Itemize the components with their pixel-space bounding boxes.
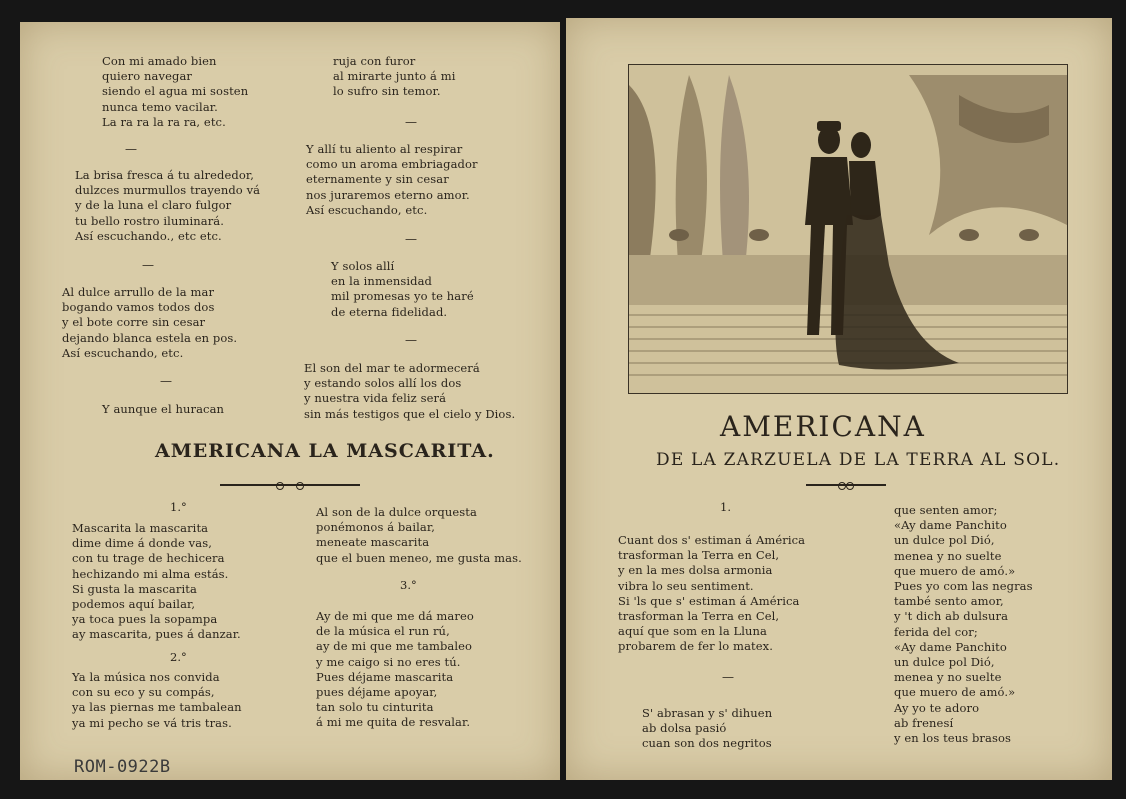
text-line: Si gusta la mascarita (72, 581, 197, 596)
text-line: que muero de amó.» (894, 685, 1016, 700)
text-line: y me caigo si no eres tú. (316, 654, 461, 669)
separator-dash: — (405, 333, 417, 347)
verse-col2 (316, 505, 522, 566)
text-line: ay mascarita, pues á danzar. (72, 627, 241, 642)
text-line: Mascarita la mascarita (72, 521, 209, 535)
text-line: y estando solos allí los dos (304, 376, 462, 391)
text-line: dime dime á donde vas, (72, 536, 212, 551)
text-line: ay de mi que me tambaleo (316, 639, 473, 654)
text-line: un dulce pol Dió, (894, 533, 995, 548)
text-line: sin más testigos que el cielo y Dios. (304, 406, 516, 421)
verse-1 (72, 521, 241, 643)
col1-stanza-4 (102, 402, 224, 417)
col1-stanza-3 (62, 285, 237, 361)
text-line: «Ay dame Panchito (894, 518, 1007, 533)
text-line: siendo el agua mi sosten (102, 84, 249, 99)
text-line: ab frenesí (894, 715, 954, 730)
text-line: quiero navegar (102, 69, 193, 84)
text-line: Así escuchando, etc. (306, 202, 428, 217)
text-line: meneate mascarita (316, 535, 430, 550)
text-line: vibra lo seu sentiment. (618, 578, 754, 593)
text-line: que muero de amó.» (894, 563, 1016, 578)
text-line: ya las piernas me tambalean (72, 700, 242, 715)
ornament-divider (806, 484, 886, 486)
text-line: Si 'ls que s' estiman á América (618, 593, 800, 608)
text-line: al mirarte junto á mi (333, 69, 456, 84)
text-line: podemos aquí bailar, (72, 597, 196, 612)
text-line: La ra ra la ra ra, etc. (102, 114, 226, 129)
text-line: bogando vamos todos dos (62, 300, 215, 315)
text-line: tan solo tu cinturita (316, 700, 434, 715)
verse-number: 3.° (400, 578, 417, 592)
text-line: ruja con furor (333, 54, 416, 68)
text-line: hechizando mi alma estás. (72, 566, 229, 581)
text-line: con su eco y su compás, (72, 685, 215, 700)
text-line: trasforman la Terra en Cel, (618, 548, 780, 563)
text-line: La brisa fresca á tu alrededor, (75, 168, 254, 182)
text-line: Ay yo te adoro (894, 700, 980, 715)
text-line: tu bello rostro iluminará. (75, 213, 225, 228)
text-line: eternamente y sin cesar (306, 172, 449, 187)
separator-dash: — (160, 374, 172, 388)
verse-number: 1. (720, 500, 731, 514)
separator-dash: — (722, 670, 734, 684)
text-line: y en la mes dolsa armonia (618, 563, 773, 578)
text-line: probarem de fer lo matex. (618, 639, 773, 654)
verse-number: 2.° (170, 650, 187, 664)
text-line: lo sufro sin temor. (333, 84, 441, 99)
text-line: Y solos allí (331, 259, 395, 273)
text-line: ferida del cor; (894, 624, 978, 639)
main-title: AMERICANA (720, 410, 926, 443)
text-line: de la música el run rú, (316, 624, 450, 639)
text-line: ya toca pues la sopampa (72, 612, 218, 627)
text-line: Al dulce arrullo de la mar (62, 285, 215, 299)
separator-dash: — (405, 232, 417, 246)
col2-stanza-4 (304, 361, 515, 422)
col1-stanza-2 (75, 168, 260, 244)
text-line: y de la luna el claro fulgor (75, 198, 232, 213)
verse-3 (316, 609, 474, 731)
text-line: també sento amor, (894, 594, 1004, 609)
text-line: que senten amor; (894, 503, 998, 517)
text-line: Así escuchando, etc. (62, 345, 184, 360)
text-line: ponémonos á bailar, (316, 520, 435, 535)
col2-stanza-3 (331, 259, 474, 320)
text-line: un dulce pol Dió, (894, 655, 995, 670)
text-line: menea y no suelte (894, 670, 1002, 685)
text-line: y el bote corre sin cesar (62, 315, 206, 330)
text-line: Con mi amado bien (102, 54, 217, 68)
verse-1 (618, 533, 805, 655)
text-line: aquí que som en la Lluna (618, 624, 768, 639)
verse-2 (642, 706, 772, 752)
text-line: y nuestra vida feliz será (304, 391, 447, 406)
text-line: dejando blanca estela en pos. (62, 330, 238, 345)
col1-stanza-1 (102, 54, 248, 130)
text-line: S' abrasan y s' dihuen (642, 706, 773, 720)
col2-stanza-1 (333, 54, 455, 100)
dancing-couple-engraving (629, 65, 1067, 393)
text-line: á mi me quita de resvalar. (316, 715, 471, 730)
verse-col2 (894, 503, 1033, 746)
text-line: Ay de mi que me dá mareo (316, 609, 474, 623)
text-line: nos juraremos eterno amor. (306, 187, 470, 202)
verse-2 (72, 670, 242, 731)
text-line: Y allí tu aliento al respirar (306, 142, 463, 156)
text-line: Así escuchando., etc etc. (75, 228, 222, 243)
text-line: mil promesas yo te haré (331, 289, 474, 304)
text-line: Pues déjame mascarita (316, 669, 454, 684)
text-line: de eterna fidelidad. (331, 304, 448, 319)
text-line: como un aroma embriagador (306, 157, 478, 172)
col2-stanza-2 (306, 142, 478, 218)
text-line: y 't dich ab dulsura (894, 609, 1009, 624)
text-line: con tu trage de hechicera (72, 551, 225, 566)
separator-dash: — (405, 115, 417, 129)
right-page (566, 18, 1112, 780)
ornament-divider (220, 484, 360, 486)
engraving-image (628, 64, 1068, 394)
subtitle: DE LA ZARZUELA DE LA TERRA AL SOL. (656, 450, 1061, 470)
left-page (20, 22, 560, 780)
text-line: Cuant dos s' estiman á América (618, 533, 806, 547)
text-line: cuan son dos negritos (642, 736, 772, 751)
text-line: ab dolsa pasió (642, 721, 727, 736)
text-line: ya mi pecho se vá tris tras. (72, 715, 232, 730)
text-line: pues déjame apoyar, (316, 685, 438, 700)
text-line: que el buen meneo, me gusta mas. (316, 550, 522, 565)
catalog-stamp: ROM-0922B (74, 757, 171, 777)
text-line: Al son de la dulce orquesta (316, 505, 477, 519)
text-line: nunca temo vacilar. (102, 99, 218, 114)
text-line: «Ay dame Panchito (894, 639, 1007, 654)
text-line: menea y no suelte (894, 548, 1002, 563)
verse-number: 1.° (170, 500, 187, 514)
text-line: y en los teus brasos (894, 731, 1012, 746)
text-line: en la inmensidad (331, 274, 433, 289)
text-line: Pues yo com las negras (894, 579, 1033, 594)
separator-dash: — (125, 142, 137, 156)
text-line: trasforman la Terra en Cel, (618, 609, 780, 624)
text-line: Y aunque el huracan (102, 402, 225, 416)
separator-dash: — (142, 258, 154, 272)
text-line: Ya la música nos convida (72, 670, 220, 684)
text-line: dulzces murmullos trayendo vá (75, 183, 261, 198)
song-title: AMERICANA LA MASCARITA. (155, 440, 495, 462)
text-line: El son del mar te adormecerá (304, 361, 480, 375)
